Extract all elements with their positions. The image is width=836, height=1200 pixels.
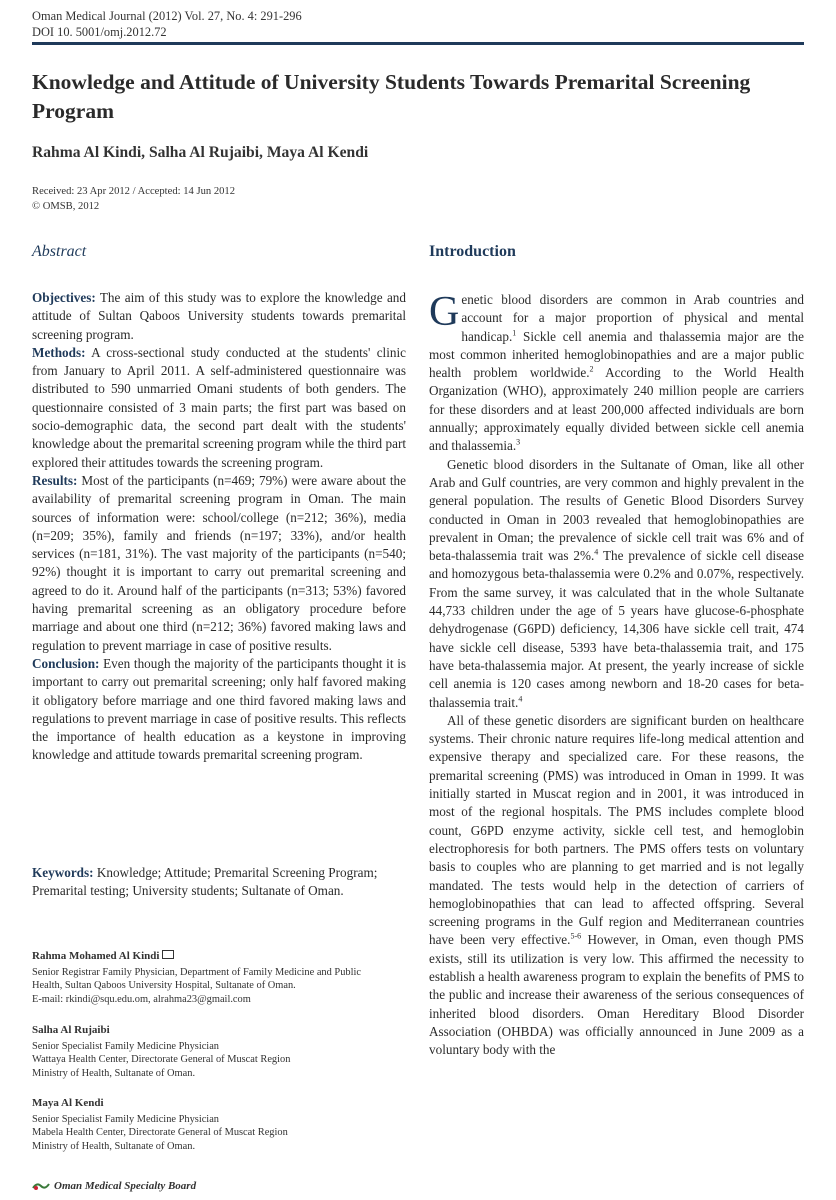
journal-doi: DOI 10. 5001/omj.2012.72 xyxy=(32,25,167,39)
keywords-text: Knowledge; Attitude; Premarital Screening Program; Premarital testing; University students; Sultanate of Oman. xyxy=(32,865,378,899)
omsb-logo-icon xyxy=(32,1181,50,1191)
affiliation-1 xyxy=(32,950,422,1006)
affiliation-name: Salha Al Rujaibi xyxy=(32,1024,110,1036)
journal-header xyxy=(32,8,302,40)
methods-text: A cross-sectional study conducted at the students' clinic from January to April 2011. A self-administered questionnaire was distributed to 590 unmarried Omani students of both genders. The questionnaire consisted of 3 main parts; the first part was based on socio-demographic data, the second part dealt with the students' knowledge about the premarital screening program while the third part explored their attitudes towards the screening program. xyxy=(32,344,406,470)
article-dates xyxy=(32,184,235,214)
affiliation-email: E-mail: rkindi@squ.edu.om, alrahma23@gmail.com xyxy=(32,993,251,1005)
intro-paragraph-1 xyxy=(429,291,804,456)
received-accepted: Received: 23 Apr 2012 / Accepted: 14 Jun 2012 xyxy=(32,186,236,197)
affiliation-2 xyxy=(32,1024,422,1080)
methods-label: Methods: xyxy=(32,344,86,360)
abstract-objectives xyxy=(32,289,406,344)
intro-paragraph-2 xyxy=(429,456,804,712)
affiliation-line: Ministry of Health, Sultanate of Oman. xyxy=(32,1140,196,1152)
affiliation-name-text: Rahma Mohamed Al Kindi xyxy=(32,950,160,962)
citation-ref: 4 xyxy=(518,694,523,704)
abstract-results xyxy=(32,472,406,655)
journal-citation: Oman Medical Journal (2012) Vol. 27, No. 4: 291-296 xyxy=(32,9,302,23)
citation-ref: 5-6 xyxy=(570,932,582,941)
affiliation-line: Senior Specialist Family Medicine Physician xyxy=(32,1113,220,1125)
results-label: Results: xyxy=(32,472,78,488)
affiliation-3 xyxy=(32,1097,422,1153)
affiliation-line: Mabela Health Center, Directorate General of Muscat Region xyxy=(32,1127,288,1138)
intro-text: All of these genetic disorders are significant burden on healthcare systems. Their chronic nature requires life-long medical attention and expensive therapy and specialized care. For these reasons, the premarital screening (PMS) was introduced in Oman in 1999. It was initially started in Muscat region and in 2001, it was introduced in most of the regional hospitals. The PMS includes complete blood count, G6PD enzyme activity, sickle cell test, and hemoglobin electrophoresis for both partners. The PMS offers tests on voluntary basis to couples who are planning to get married and is not legally mandated. The tests would help in the detection of carriers of hemoglobinopathies that can lead to affected offspring. Several screening programs in the Gulf region and Mediterranean countries have been very effective. xyxy=(429,712,804,948)
email-icon xyxy=(162,950,174,959)
affiliation-line: Wattaya Health Center, Directorate General of Muscat Region xyxy=(32,1054,291,1065)
abstract-conclusion xyxy=(32,655,406,765)
intro-paragraph-3 xyxy=(429,712,804,1060)
copyright: © OMSB, 2012 xyxy=(32,201,100,212)
conclusion-label: Conclusion: xyxy=(32,655,100,671)
abstract-heading: Abstract xyxy=(32,243,87,260)
intro-text: However, in Oman, even though PMS exists, still its utilization is very low. This affirmed the necessity to establish a health awareness program to explain the benefits of PMS to the public and increase their awareness of the serious consequences of inherited blood disorders. Oman Hereditary Blood Disorder Association (OHBDA) was officially announced in June 2009 as a voluntary body with the xyxy=(429,932,804,1058)
intro-text: The prevalence of sickle cell disease and homozygous beta-thalassemia were 0.2% and 0.07%, respectively. From the same survey, it was calculated that in the whole Sultanate 44,733 children under the age of 5 years have glucose-6-phosphate dehydrogenase (G6PD) deficiency, 14,306 have sickle cell trait, 474 have sickle cell disease, 5393 have beta-thalassemia trait, and 175 have beta-thalassemia major. At present, the yearly increase of sickle cell anemia is 120 cases among newborn and 18-20 cases for beta-thalassemia trait. xyxy=(429,548,805,710)
objectives-text: The aim of this study was to explore the knowledge and attitude of Sultan Qaboos University students towards premarital screening program. xyxy=(32,290,406,342)
affiliation-line: Senior Registrar Family Physician, Department of Family Medicine and Public xyxy=(32,966,361,978)
keywords-label: Keywords: xyxy=(32,865,94,880)
intro-text: Genetic blood disorders in the Sultanate of Oman, like all other Arab and Gulf countries, are very common and highly prevalent in the general population. The results of Genetic Blood Disorders Survey conducted in Oman in 2003 revealed that hemoglobinopathies are prevalent in Oman; the prevalence of sickle cell trait was 6% and of beta-thalassemia trait was 2%. xyxy=(429,456,804,564)
citation-ref: 1 xyxy=(512,328,517,338)
affiliation-name: Maya Al Kendi xyxy=(32,1097,104,1109)
abstract-body xyxy=(32,289,406,765)
publisher-name: Oman Medical Specialty Board xyxy=(54,1180,197,1192)
intro-text: enetic blood disorders are common in Arab countries and account for a major proportion of physical and mental handicap. xyxy=(461,292,804,344)
author-list: Rahma Al Kindi, Salha Al Rujaibi, Maya Al Kendi xyxy=(32,144,369,161)
conclusion-text: Even though the majority of the participants thought it is important to carry out premarital screening; only half favored making it obligatory before marriage and one third favored making laws and regulations to prevent marriage in case of positive results. This reflects the importance of health education as a keystone in improving knowledge and attitude towards premarital screening program. xyxy=(32,655,406,763)
intro-text: Sickle cell anemia and thalassemia major are the most common inherited hemoglobinopathies and are a major public health problem worldwide. xyxy=(429,328,804,381)
affiliation-line: Ministry of Health, Sultanate of Oman. xyxy=(32,1067,196,1079)
citation-ref: 3 xyxy=(516,437,521,447)
introduction-heading: Introduction xyxy=(429,243,516,260)
article-title: Knowledge and Attitude of University Students Towards Premarital Screening Program xyxy=(32,70,751,123)
affiliation-name xyxy=(32,950,422,964)
abstract-methods xyxy=(32,344,406,472)
drop-cap: G xyxy=(429,289,460,335)
footer-publisher xyxy=(32,1180,196,1192)
results-text: Most of the participants (n=469; 79%) were aware about the availability of premarital screening program in Oman. The main sources of information were: school/college (n=212; 36%), media (n=209; 35%), family and friends (n=197; 33%), and/or health services (n=181, 31%). The vast majority of the participants (n=540; 92%) thought it is important to carry out premarital screening and agreed to do it. Around half of the participants (n=313; 53%) favored having premarital screening as an obligatory procedure before marriage and about one third (n=212; 36%) favored making laws and regulation to prevent marriage in case of positive results. xyxy=(32,472,406,653)
citation-ref: 4 xyxy=(594,547,599,557)
affiliation-line: Health, Sultan Qaboos University Hospital, Sultanate of Oman. xyxy=(32,980,296,991)
objectives-label: Objectives: xyxy=(32,290,96,305)
affiliation-line: Senior Specialist Family Medicine Physician xyxy=(32,1040,220,1052)
header-rule xyxy=(32,42,804,45)
citation-ref: 2 xyxy=(589,364,594,374)
introduction-body xyxy=(429,291,804,1059)
intro-text: According to the World Health Organization (WHO), approximately 240 million people are carriers for these disorders and at least 200,000 affected individuals are born annually; approximately equally divided between sickle cell anemia and thalassemia. xyxy=(429,365,804,454)
keywords xyxy=(32,864,406,901)
